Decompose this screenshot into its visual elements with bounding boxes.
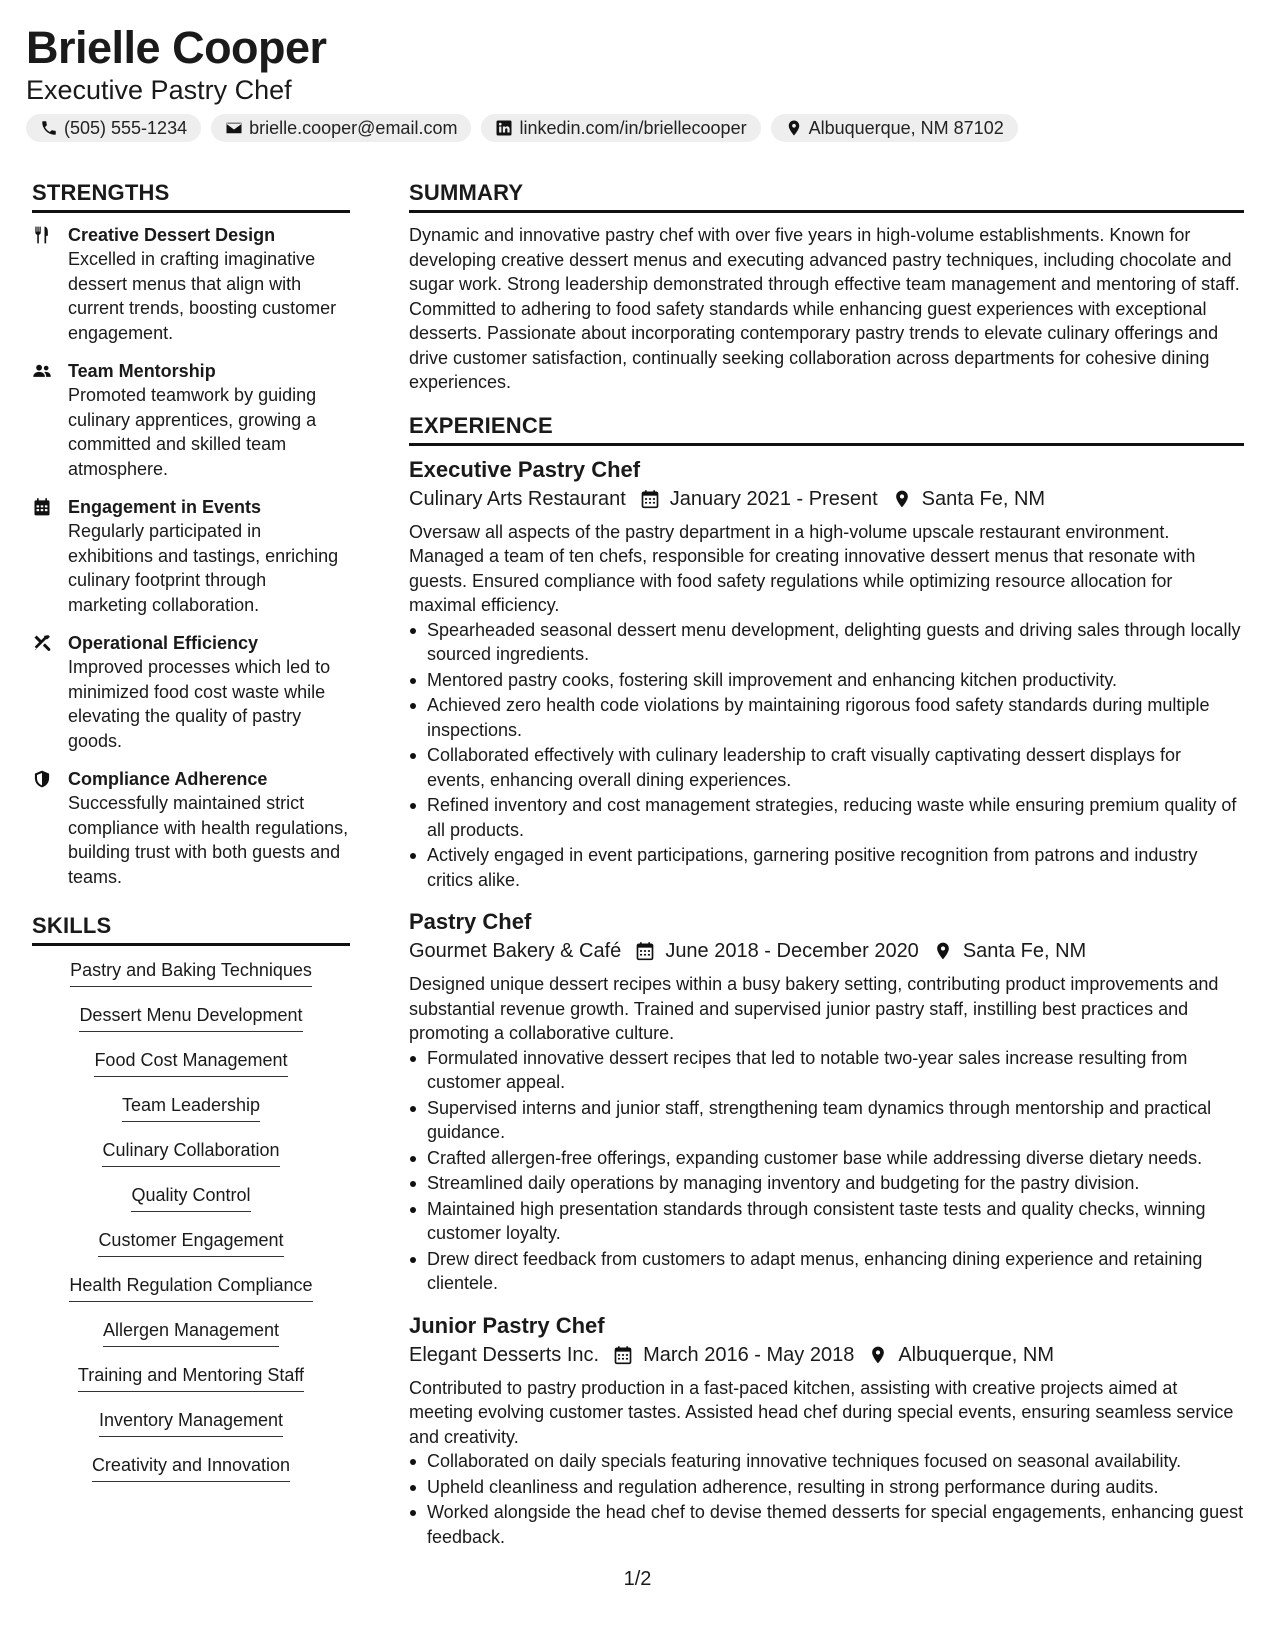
skill-item: Dessert Menu Development	[79, 1001, 302, 1032]
job-bullet: Crafted allergen-free offerings, expanding customer base while addressing diverse dietary needs.	[427, 1146, 1244, 1171]
page-number: 1/2	[623, 1568, 652, 1590]
right-column	[409, 178, 1244, 1565]
job-title: Executive Pastry Chef	[409, 456, 641, 482]
job-bullet: Collaborated effectively with culinary leadership to craft visually captivating dessert displays for events, enhancing overall dining experiences.	[427, 743, 1244, 792]
utensils-icon	[32, 225, 52, 245]
job-entry	[409, 1312, 1244, 1550]
strength-item	[32, 359, 350, 481]
calendar-icon	[640, 489, 660, 509]
strength-title: Operational Efficiency	[68, 633, 259, 653]
job-bullet: Spearheaded seasonal dessert menu development, delighting guests and driving sales through locally sourced ingredients.	[427, 618, 1244, 667]
strength-desc: Excelled in crafting imaginative dessert menus that align with current trends, boosting customer engagement.	[68, 249, 337, 343]
contact-phone-text: (505) 555-1234	[64, 117, 188, 138]
strengths-heading: STRENGTHS	[32, 178, 350, 213]
job-location: Santa Fe, NM	[962, 940, 1087, 962]
job-bullet: Drew direct feedback from customers to adapt menus, enhancing dining experience and retaining clientele.	[427, 1247, 1244, 1296]
map-pin-icon	[892, 489, 912, 509]
strength-item	[32, 631, 350, 753]
calendar-icon	[635, 941, 655, 961]
job-bullet: Refined inventory and cost management strategies, reducing waste while ensuring premium quality of all products.	[427, 793, 1244, 842]
job-dates: January 2021 - Present	[669, 487, 878, 510]
job-location: Albuquerque, NM	[898, 1343, 1054, 1366]
job-company: Culinary Arts Restaurant	[409, 487, 626, 510]
job-location: Santa Fe, NM	[921, 487, 1046, 510]
strength-item	[32, 767, 350, 889]
calendar-icon	[32, 497, 52, 517]
skill-item: Inventory Management	[99, 1406, 283, 1437]
strength-title: Compliance Adherence	[68, 769, 268, 789]
contact-bar	[26, 114, 1249, 142]
strength-item	[32, 223, 350, 345]
summary-heading: SUMMARY	[409, 178, 1244, 213]
contact-phone[interactable]	[26, 114, 201, 142]
skill-item: Customer Engagement	[98, 1226, 283, 1257]
job-bullet: Actively engaged in event participations, garnering positive recognition from patrons and industry critics alike.	[427, 843, 1244, 892]
skill-item: Team Leadership	[122, 1091, 260, 1122]
left-column	[32, 178, 350, 1496]
job-bullets	[409, 618, 1244, 893]
skill-item: Allergen Management	[103, 1316, 279, 1347]
map-pin-icon	[785, 119, 803, 137]
job-bullet: Maintained high presentation standards through consistent taste tests and quality checks, winning customer loyalty.	[427, 1197, 1244, 1246]
linkedin-icon	[495, 119, 513, 137]
skill-item: Quality Control	[131, 1181, 250, 1212]
strength-item	[32, 495, 350, 617]
strength-title: Team Mentorship	[68, 361, 216, 381]
contact-email-text: brielle.cooper@email.com	[249, 117, 458, 138]
job-title: Junior Pastry Chef	[409, 1312, 605, 1338]
job-meta	[409, 936, 1244, 966]
strength-desc: Promoted teamwork by guiding culinary apprentices, growing a committed and skilled team atmosphere.	[68, 385, 317, 479]
job-entry	[409, 456, 1244, 893]
job-meta	[409, 484, 1244, 514]
tools-icon	[32, 633, 52, 653]
job-description: Contributed to pastry production in a fast-paced kitchen, assisting with creative projects aimed at meeting evolving customer tastes. Assisted head chef during special events, ensuring seamless service and creativity.	[409, 1377, 1234, 1447]
job-dates: June 2018 - December 2020	[665, 940, 919, 962]
contact-linkedin-text: linkedin.com/in/briellecooper	[519, 117, 747, 138]
contact-email[interactable]	[211, 114, 471, 142]
job-dates: March 2016 - May 2018	[643, 1343, 855, 1366]
job-bullet: Formulated innovative dessert recipes that led to notable two-year sales increase resulting from customer appeal.	[427, 1046, 1244, 1095]
job-bullets	[409, 1046, 1244, 1296]
job-bullet: Mentored pastry cooks, fostering skill improvement and enhancing kitchen productivity.	[427, 668, 1244, 693]
candidate-name: Brielle Cooper	[26, 22, 327, 73]
strength-desc: Successfully maintained strict compliance with health regulations, building trust with both guests and teams.	[68, 793, 349, 887]
contact-location-text: Albuquerque, NM 87102	[808, 117, 1004, 138]
contact-linkedin[interactable]	[481, 114, 760, 142]
skills-list	[32, 956, 350, 1496]
skill-item: Culinary Collaboration	[102, 1136, 279, 1167]
job-company: Elegant Desserts Inc.	[409, 1343, 600, 1366]
skill-item: Creativity and Innovation	[92, 1451, 290, 1482]
strength-title: Creative Dessert Design	[68, 225, 276, 245]
skill-item: Health Regulation Compliance	[69, 1271, 312, 1302]
map-pin-icon	[933, 941, 953, 961]
shield-icon	[32, 769, 52, 789]
skill-item: Food Cost Management	[94, 1046, 287, 1077]
strength-desc: Regularly participated in exhibitions and tastings, enriching culinary footprint through marketing collaboration.	[68, 521, 339, 615]
job-bullet: Worked alongside the head chef to devise themed desserts for special engagements, enhancing guest feedback.	[427, 1500, 1244, 1549]
skills-heading: SKILLS	[32, 911, 350, 946]
experience-heading: EXPERIENCE	[409, 411, 1244, 446]
job-bullet: Collaborated on daily specials featuring innovative techniques focused on seasonal availability.	[427, 1449, 1244, 1474]
job-bullet: Supervised interns and junior staff, strengthening team dynamics through mentorship and practical guidance.	[427, 1096, 1244, 1145]
job-company: Gourmet Bakery & Café	[409, 940, 622, 962]
job-description: Designed unique dessert recipes within a busy bakery setting, contributing product improvements and substantial revenue growth. Trained and supervised junior pastry staff, instilling best practices and promoting a collaborative culture.	[409, 974, 1219, 1043]
envelope-icon	[225, 119, 243, 137]
users-icon	[32, 361, 52, 381]
job-entry	[409, 908, 1244, 1296]
map-pin-icon	[868, 1345, 888, 1365]
job-bullet: Upheld cleanliness and regulation adherence, resulting in strong performance during audits.	[427, 1475, 1244, 1500]
skill-item: Training and Mentoring Staff	[78, 1361, 304, 1392]
strength-title: Engagement in Events	[68, 497, 262, 517]
resume-header	[26, 22, 1249, 142]
skill-item: Pastry and Baking Techniques	[70, 956, 312, 987]
job-bullet: Achieved zero health code violations by maintaining rigorous food safety standards during multiple inspections.	[427, 693, 1244, 742]
job-bullet: Streamlined daily operations by managing inventory and budgeting for the pastry division.	[427, 1171, 1244, 1196]
job-bullets	[409, 1449, 1244, 1549]
job-title: Pastry Chef	[409, 909, 532, 934]
job-description: Oversaw all aspects of the pastry department in a high-volume upscale restaurant environment. Managed a team of ten chefs, responsible for creating innovative dessert menus that resonate with guests. Ensured compliance with food safety regulations while optimizing resource allocation for maximal efficiency.	[409, 521, 1196, 615]
calendar-icon	[613, 1345, 633, 1365]
contact-location	[771, 114, 1018, 142]
strength-desc: Improved processes which led to minimized food cost waste while elevating the quality of pastry goods.	[68, 657, 331, 751]
phone-icon	[40, 119, 58, 137]
candidate-title: Executive Pastry Chef	[26, 75, 292, 105]
job-meta	[409, 1340, 1244, 1370]
summary-text: Dynamic and innovative pastry chef with over five years in high-volume establishments. Known for developing creative dessert menus and executing advanced pastry techniques, including chocolate and sugar work. Strong leadership demonstrated through effective team management and mentoring of staff. Committed to adhering to food safety standards while enhancing guest experiences with exceptional desserts. Passionate about incorporating contemporary pastry trends to elevate culinary offerings and drive customer satisfaction, continually seeking collaboration across departments for cohesive dining experiences.	[409, 225, 1240, 392]
